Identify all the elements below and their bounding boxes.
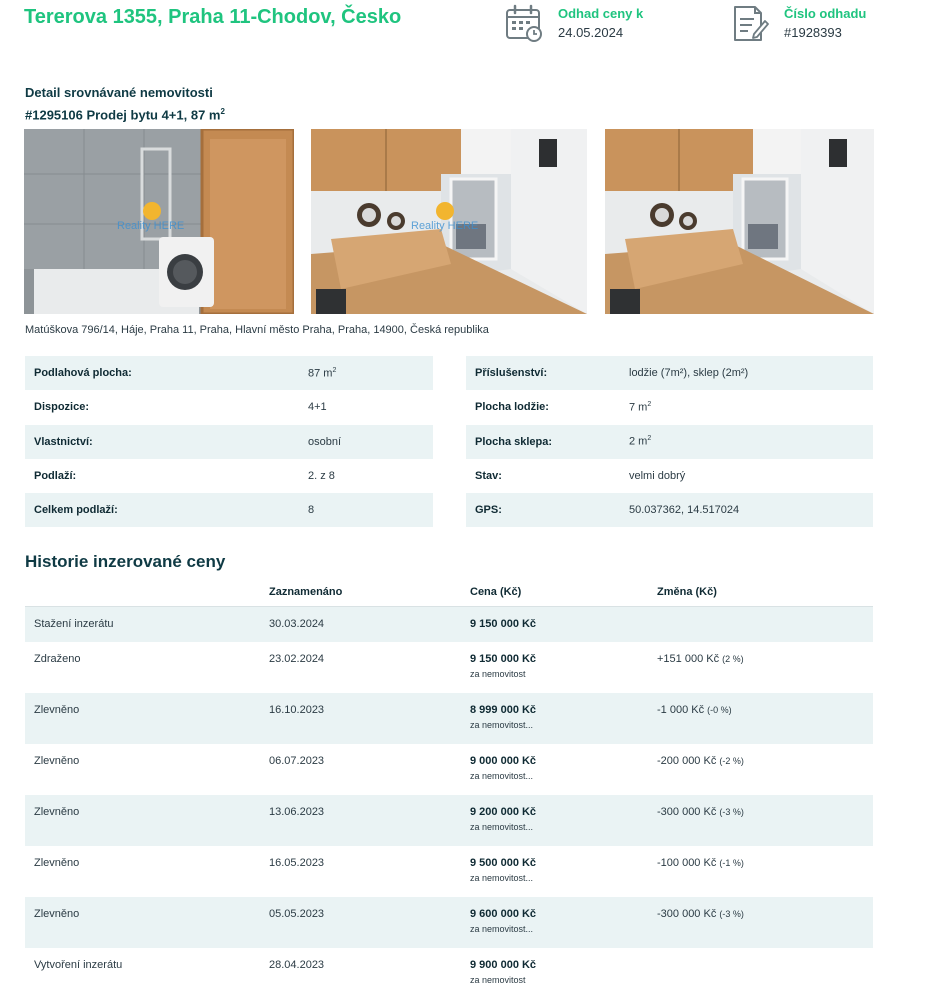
history-change-percent: (-3 %) xyxy=(719,807,744,817)
param-value-text: 87 m xyxy=(308,367,333,380)
param-row xyxy=(25,459,433,493)
param-value-sup: 2 xyxy=(647,435,652,443)
params-table-right xyxy=(466,356,873,527)
history-event: Zlevněno xyxy=(34,755,80,767)
compared-property-address: Matúškova 796/14, Háje, Praha 11, Praha, Hlavní město Praha, Praha, 14900, Česká republika xyxy=(25,324,489,336)
estimate-date-value: 24.05.2024 xyxy=(558,25,624,40)
table-row xyxy=(25,607,873,642)
history-event: Zlevněno xyxy=(34,806,80,818)
history-date: 30.03.2024 xyxy=(269,618,325,630)
table-row xyxy=(25,846,873,897)
history-change: -300 000 Kč xyxy=(657,908,717,920)
property-photo-bedroom-2[interactable] xyxy=(605,129,874,314)
param-key: Stav: xyxy=(475,470,502,483)
history-price-cell xyxy=(470,704,657,744)
param-key: Dispozice: xyxy=(34,401,90,414)
history-date: 16.05.2023 xyxy=(269,857,325,869)
history-price-unit: za nemovitost... xyxy=(470,771,534,781)
document-edit-icon xyxy=(730,4,770,44)
history-change-cell xyxy=(657,908,873,948)
history-price: 9 500 000 Kč xyxy=(470,857,537,869)
history-change-cell xyxy=(657,806,873,846)
compared-property-label: Detail srovnávané nemovitosti xyxy=(25,85,213,100)
param-value-sup: 2 xyxy=(332,366,337,374)
column-header-change: Změna (Kč) xyxy=(657,586,717,598)
param-value-text: velmi dobrý xyxy=(629,470,686,483)
history-change-percent: (-3 %) xyxy=(719,909,744,919)
history-date: 28.04.2023 xyxy=(269,959,325,971)
param-value-sup: 2 xyxy=(647,401,652,409)
history-change-percent: (-2 %) xyxy=(719,756,744,766)
history-change-percent: (-1 %) xyxy=(719,858,744,868)
param-key: GPS: xyxy=(475,504,502,517)
param-value xyxy=(629,470,685,482)
param-value xyxy=(308,367,336,380)
table-header xyxy=(25,578,873,607)
history-price-unit: za nemovitost... xyxy=(470,924,534,934)
param-key: Plocha lodžie: xyxy=(475,401,549,414)
param-key: Vlastnictví: xyxy=(34,435,93,448)
history-change-cell xyxy=(657,857,873,897)
property-photo-bedroom[interactable] xyxy=(311,129,587,314)
param-value-text: 2 m xyxy=(629,436,648,449)
table-row xyxy=(25,948,873,993)
param-row xyxy=(25,390,433,424)
param-key: Podlaží: xyxy=(34,470,77,483)
history-event: Stažení inzerátu xyxy=(34,618,114,630)
history-price-cell xyxy=(470,908,657,948)
history-price-cell xyxy=(470,857,657,897)
history-price: 8 999 000 Kč xyxy=(470,704,537,716)
table-row xyxy=(25,795,873,846)
history-price-cell xyxy=(470,959,657,993)
history-change-percent: (2 %) xyxy=(722,654,744,664)
params-table-left xyxy=(25,356,433,527)
history-price: 9 200 000 Kč xyxy=(470,806,537,818)
history-change-cell xyxy=(657,704,873,744)
param-row xyxy=(25,425,433,459)
history-date: 13.06.2023 xyxy=(269,806,325,818)
property-address-title: Tererova 1355, Praha 11-Chodov, Česko xyxy=(24,6,402,28)
history-change: -200 000 Kč xyxy=(657,755,717,767)
history-event: Zlevněno xyxy=(34,704,80,716)
param-key: Příslušenství: xyxy=(475,367,548,380)
param-row xyxy=(25,493,433,527)
history-change-cell xyxy=(657,618,873,642)
history-change: +151 000 Kč xyxy=(657,653,720,665)
param-value-text: osobní xyxy=(308,435,342,448)
column-header-price: Cena (Kč) xyxy=(470,586,522,598)
history-date: 05.05.2023 xyxy=(269,908,325,920)
param-value xyxy=(308,504,314,516)
param-row xyxy=(466,459,873,493)
param-value-text: 50.037362, 14.517024 xyxy=(629,504,740,517)
column-header-date: Zaznamenáno xyxy=(269,586,343,598)
photo-watermark: Reality HERE xyxy=(411,220,479,232)
param-value xyxy=(308,470,335,482)
price-history-table xyxy=(25,578,873,993)
estimate-number-label: Číslo odhadu xyxy=(784,6,867,21)
param-key: Podlahová plocha: xyxy=(34,367,132,380)
history-price: 9 000 000 Kč xyxy=(470,755,537,767)
history-price: 9 150 000 Kč xyxy=(470,618,537,630)
history-price-unit: za nemovitost... xyxy=(470,822,534,832)
history-change-cell xyxy=(657,653,873,693)
param-value-text: 8 xyxy=(308,504,315,517)
history-change-cell xyxy=(657,755,873,795)
estimate-date-label: Odhad ceny k xyxy=(558,6,644,21)
history-change: -100 000 Kč xyxy=(657,857,717,869)
table-row xyxy=(25,693,873,744)
history-event: Zlevněno xyxy=(34,908,80,920)
estimate-number-value: #1928393 xyxy=(784,25,842,40)
param-value-text: 4+1 xyxy=(308,401,327,414)
history-change: -1 000 Kč xyxy=(657,704,705,716)
price-history-title: Historie inzerované ceny xyxy=(25,552,226,571)
history-event: Vytvoření inzerátu xyxy=(34,959,123,971)
param-value xyxy=(629,401,651,414)
param-value xyxy=(629,435,651,448)
history-price-unit: za nemovitost xyxy=(470,669,526,679)
history-price-cell xyxy=(470,618,657,642)
table-row xyxy=(25,897,873,948)
param-row xyxy=(466,390,873,424)
history-price-unit: za nemovitost xyxy=(470,975,526,985)
param-value xyxy=(629,367,748,379)
table-row xyxy=(25,744,873,795)
history-event: Zdraženo xyxy=(34,653,81,665)
param-value xyxy=(629,504,739,516)
history-price: 9 600 000 Kč xyxy=(470,908,537,920)
param-key: Celkem podlaží: xyxy=(34,504,118,517)
param-value-text: 2. z 8 xyxy=(308,470,335,483)
param-row xyxy=(25,356,433,390)
estimate-number-block xyxy=(730,4,866,44)
history-price: 9 900 000 Kč xyxy=(470,959,537,971)
param-value xyxy=(308,436,341,448)
history-date: 16.10.2023 xyxy=(269,704,325,716)
history-price-cell xyxy=(470,806,657,846)
history-price-cell xyxy=(470,755,657,795)
photo-watermark: Reality HERE xyxy=(117,220,185,232)
param-value-text: 7 m xyxy=(629,401,648,414)
property-photo-bathroom[interactable] xyxy=(24,129,294,314)
calendar-icon xyxy=(504,4,544,44)
param-row xyxy=(466,356,873,390)
param-value-text: lodžie (7m²), sklep (2m²) xyxy=(629,367,749,380)
history-event: Zlevněno xyxy=(34,857,80,869)
param-key: Plocha sklepa: xyxy=(475,435,553,448)
history-change-percent: (-0 %) xyxy=(707,705,732,715)
history-date: 23.02.2024 xyxy=(269,653,325,665)
history-change-cell xyxy=(657,959,873,993)
history-change: -300 000 Kč xyxy=(657,806,717,818)
param-value xyxy=(308,401,327,413)
table-row xyxy=(25,642,873,693)
compared-property-heading xyxy=(25,83,225,124)
history-date: 06.07.2023 xyxy=(269,755,325,767)
table-body xyxy=(25,607,873,993)
history-price: 9 150 000 Kč xyxy=(470,653,537,665)
param-row xyxy=(466,425,873,459)
listing-title: #1295106 Prodej bytu 4+1, 87 $m^2$ xyxy=(25,107,225,123)
param-row xyxy=(466,493,873,527)
estimate-date-block xyxy=(504,4,643,44)
history-price-unit: za nemovitost... xyxy=(470,720,534,730)
history-price-cell xyxy=(470,653,657,693)
history-price-unit: za nemovitost... xyxy=(470,873,534,883)
